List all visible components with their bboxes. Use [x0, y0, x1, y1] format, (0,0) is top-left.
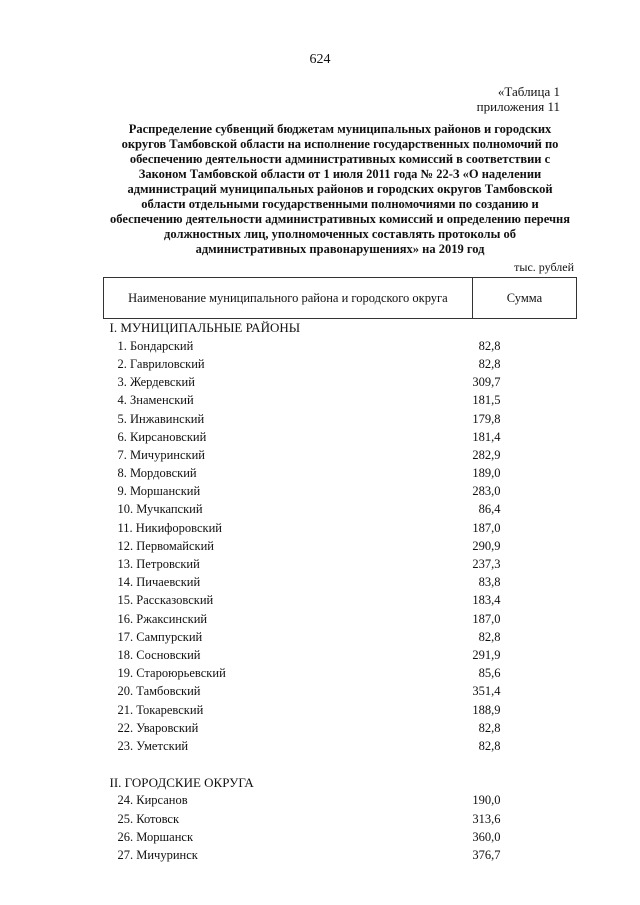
section-spacer [104, 756, 577, 774]
row-name: 11. Никифоровский [117, 520, 222, 535]
table-row [104, 810, 577, 828]
row-sum: 183,4 [472, 593, 501, 608]
table-row [104, 483, 577, 501]
row-sum: 82,8 [478, 338, 501, 353]
table-row [104, 574, 577, 592]
row-sum: 290,9 [472, 538, 501, 553]
table-row [104, 665, 577, 683]
table-reference [477, 84, 560, 114]
header-sum: Сумма [472, 278, 576, 319]
section-title: I. МУНИЦИПАЛЬНЫЕ РАЙОНЫ [109, 320, 301, 336]
row-sum: 283,0 [472, 484, 501, 499]
row-sum: 86,4 [478, 502, 501, 517]
row-name: 15. Рассказовский [117, 593, 214, 608]
row-name: 21. Токаревский [117, 702, 204, 717]
row-name: 13. Петровский [117, 557, 200, 572]
table-row [104, 683, 577, 701]
table-row [104, 628, 577, 646]
row-name: 17. Сампурский [117, 629, 203, 644]
table-row [104, 701, 577, 719]
row-sum: 237,3 [472, 557, 501, 572]
table-row [104, 737, 577, 755]
row-sum: 82,8 [478, 738, 501, 753]
table-row [104, 465, 577, 483]
row-sum: 309,7 [472, 375, 501, 390]
row-name: 27. Мичуринск [117, 848, 198, 863]
row-name: 2. Гавриловский [117, 356, 205, 371]
row-name: 26. Моршанск [117, 829, 194, 844]
table-row [104, 846, 577, 864]
table-row [104, 374, 577, 392]
table-row [104, 355, 577, 373]
table-row [104, 555, 577, 573]
row-name: 8. Мордовский [117, 466, 197, 481]
table-row [104, 337, 577, 355]
row-name: 16. Ржаксинский [117, 611, 208, 626]
page-number: 624 [309, 52, 331, 67]
units-label: тыс. рублей [514, 260, 574, 274]
row-name: 6. Кирсановский [117, 429, 207, 444]
row-sum: 181,4 [472, 429, 501, 444]
row-sum: 181,5 [472, 393, 501, 408]
row-name: 3. Жердевский [117, 375, 195, 390]
row-sum: 187,0 [472, 611, 501, 626]
row-name: 22. Уваровский [117, 720, 199, 735]
row-sum: 188,9 [472, 702, 501, 717]
table-row [104, 410, 577, 428]
section-header-row [104, 774, 577, 792]
table-row [104, 828, 577, 846]
section-title: II. ГОРОДСКИЕ ОКРУГА [109, 774, 254, 790]
table-row [104, 646, 577, 664]
row-name: 7. Мичуринский [117, 447, 205, 462]
row-sum: 360,0 [472, 829, 501, 844]
table-row [104, 792, 577, 810]
row-sum: 376,7 [472, 848, 501, 863]
table-reference-line-1: «Таблица 1 [497, 84, 560, 99]
table-row [104, 719, 577, 737]
table-row [104, 610, 577, 628]
row-sum: 291,9 [472, 647, 501, 662]
row-name: 10. Мучкапский [117, 502, 203, 517]
table-row [104, 592, 577, 610]
header-name: Наименование муниципального района и городского округа [104, 278, 473, 319]
table-row [104, 428, 577, 446]
row-sum: 82,8 [478, 720, 501, 735]
table-row [104, 446, 577, 464]
table-header-row [104, 278, 577, 319]
row-name: 25. Котовск [117, 811, 180, 826]
table-row [104, 537, 577, 555]
table-row [104, 519, 577, 537]
row-name: 5. Инжавинский [117, 411, 205, 426]
row-sum: 282,9 [472, 447, 501, 462]
row-name: 23. Уметский [117, 738, 189, 753]
row-name: 1. Бондарский [117, 338, 194, 353]
row-name: 24. Кирсанов [117, 793, 188, 808]
row-sum: 189,0 [472, 466, 501, 481]
section-header-row [104, 319, 577, 338]
row-name: 4. Знаменский [117, 393, 194, 408]
row-sum: 83,8 [478, 575, 501, 590]
distribution-table [103, 277, 577, 865]
table-reference-line-2: приложения 11 [476, 99, 560, 114]
row-sum: 85,6 [478, 666, 501, 681]
row-name: 18. Сосновский [117, 647, 201, 662]
row-name: 20. Тамбовский [117, 684, 201, 699]
row-sum: 190,0 [472, 793, 501, 808]
row-name: 14. Пичаевский [117, 575, 201, 590]
row-name: 19. Староюрьевский [117, 666, 226, 681]
table-row [104, 501, 577, 519]
row-name: 9. Моршанский [117, 484, 201, 499]
row-sum: 179,8 [472, 411, 501, 426]
table-body [104, 319, 577, 865]
row-sum: 351,4 [472, 684, 501, 699]
row-sum: 313,6 [472, 811, 501, 826]
table-row [104, 392, 577, 410]
row-sum: 187,0 [472, 520, 501, 535]
row-sum: 82,8 [478, 356, 501, 371]
row-sum: 82,8 [478, 629, 501, 644]
spacer-cell [104, 756, 577, 774]
row-name: 12. Первомайский [117, 538, 214, 553]
document-title: Распределение субвенций бюджетам муниципальных районов и городских округов Тамбовской области на исполнение государственных полномочий по обеспечению деятельности административных комиссий в соответствии с Законом Тамбовской области от 1 июля 2011 года № 22-З «О наделении администраций муниципальных районов и городских округов Тамбовской области отдельными государственными полномочиями по созданию и обеспечению деятельности административных комиссий и определению перечня должностных лиц, уполномоченных составлять протоколы об административных правонарушениях» на 2019 год [110, 122, 570, 256]
